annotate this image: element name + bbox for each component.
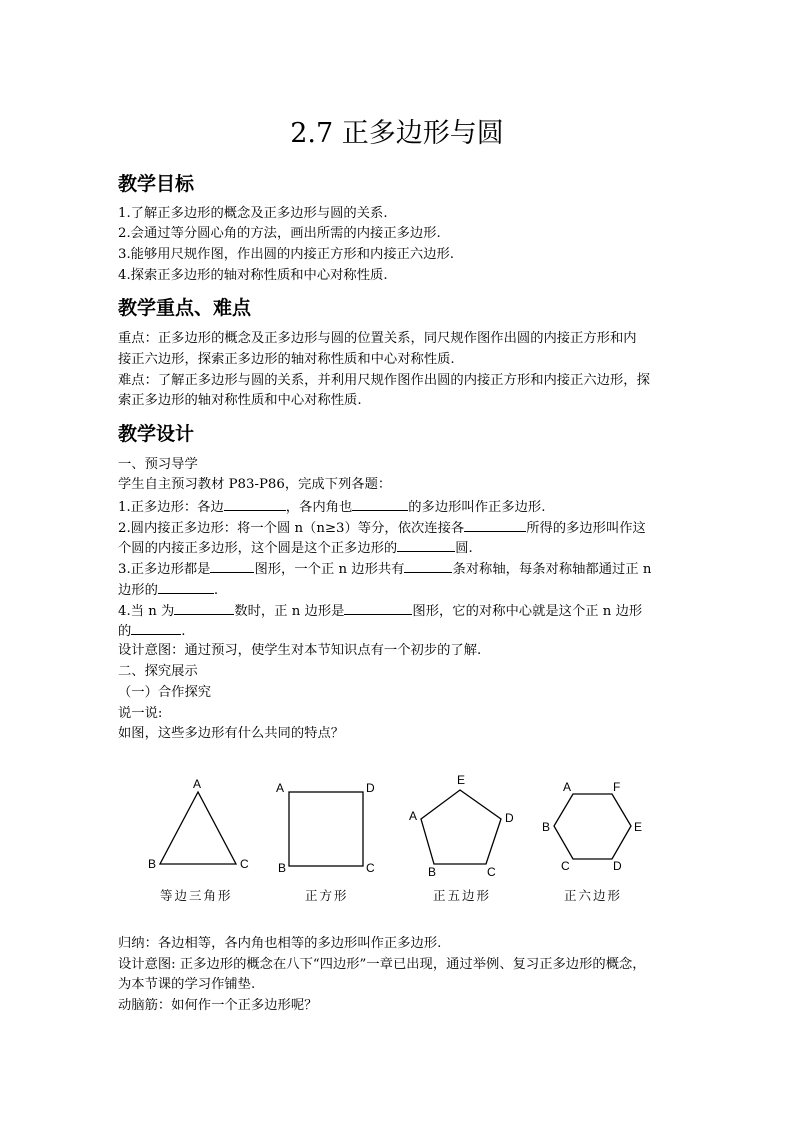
vertex-label: C	[366, 861, 375, 875]
vertex-label: D	[505, 811, 514, 825]
figure-caption: 正方形	[305, 888, 349, 903]
key-point-line: 重点：正多边形的概念及正多边形与圆的位置关系，同尺规作图作出圆的内接正方形和内	[118, 331, 637, 346]
objective-item: 4.探索正多边形的轴对称性质和中心对称性质.	[118, 268, 388, 283]
equilateral-triangle	[148, 777, 249, 871]
key-points-heading: 教学重点、难点	[118, 297, 252, 319]
section-label: 二、探究展示	[118, 664, 198, 679]
vertex-label: A	[193, 777, 202, 791]
regular-hexagon	[542, 780, 642, 873]
question-4: 4.当 n 为 数时，正 n 边形是 图形，它的对称中心就是这个正 n 边形	[118, 600, 642, 622]
vertex-label: E	[634, 820, 643, 834]
vertex-label: B	[148, 857, 157, 871]
regular-pentagon	[409, 773, 514, 879]
design-intent-1: 设计意图：通过预习，使学生对本节知识点有一个初步的了解.	[118, 643, 482, 658]
vertex-label: A	[276, 781, 285, 795]
vertex-label: C	[487, 865, 496, 879]
page-title: 2.7 正多边形与圆	[290, 118, 504, 149]
subsection-label: （一）合作探究	[118, 685, 212, 700]
design-intent-2: 设计意图: 正多边形的概念在八下“四边形”一章已出现，通过举例、复习正多边形的概念，	[118, 957, 646, 972]
figure-caption: 正五边形	[433, 888, 492, 903]
objective-item: 2.会通过等分圆心角的方法，画出所需的内接正多边形.	[118, 226, 441, 241]
preview-instruction: 学生自主预习教材 P83-P86，完成下列各题：	[118, 477, 392, 492]
vertex-label: C	[561, 859, 570, 873]
figure-caption: 等边三角形	[160, 888, 233, 903]
question-3-cont: 边形的 .	[118, 579, 218, 601]
question-3: 3.正多边形都是 图形，一个正 n 边形共有 条对称轴，每条对称轴都通过正 n	[118, 558, 651, 580]
design-heading: 教学设计	[118, 423, 195, 445]
question-2-cont: 个圆的内接正多边形，这个圆是这个正多边形的 圆.	[118, 537, 473, 559]
vertex-label: B	[278, 861, 287, 875]
question-2: 2.圆内接正多边形：将一个圆 n（n≥3）等分，依次连接各 所得的多边形叫作这	[118, 517, 646, 539]
question-4-cont: 的 .	[118, 620, 186, 642]
think-prompt: 动脑筋：如何作一个正多边形呢？	[118, 998, 318, 1013]
design-intent-2-cont: 为本节课的学习作铺垫.	[118, 977, 256, 992]
square	[276, 781, 375, 875]
vertex-label: C	[240, 857, 249, 871]
vertex-label: E	[457, 773, 466, 787]
key-point-line: 接正六边形，探索正多边形的轴对称性质和中心对称性质.	[118, 352, 455, 367]
objectives-heading: 教学目标	[118, 173, 195, 195]
vertex-label: A	[563, 780, 572, 794]
vertex-label: A	[409, 809, 418, 823]
vertex-label: B	[428, 865, 437, 879]
question-1: 1.正多边形：各边 ，各内角也 的多边形叫作正多边形.	[118, 496, 545, 518]
objective-item: 3.能够用尺规作图，作出圆的内接正方形和内接正六边形.	[118, 247, 455, 262]
vertex-label: F	[613, 780, 621, 794]
say-label: 说一说:	[118, 706, 163, 721]
summary-text: 归纳：各边相等，各内角也相等的多边形叫作正多边形.	[118, 936, 442, 951]
vertex-label: B	[542, 820, 551, 834]
key-point-line: 索正多边形的轴对称性质和中心对称性质.	[118, 393, 362, 408]
vertex-label: D	[366, 781, 375, 795]
objective-item: 1.了解正多边形的概念及正多边形与圆的关系.	[118, 206, 388, 221]
figure-caption: 正六边形	[564, 888, 623, 903]
vertex-label: D	[613, 859, 622, 873]
key-point-line: 难点：了解正多边形与圆的关系，并利用尺规作图作出圆的内接正方形和内接正六边形，探	[118, 373, 650, 388]
question-text: 如图，这些多边形有什么共同的特点？	[118, 726, 345, 741]
section-label: 一、预习导学	[118, 457, 198, 472]
